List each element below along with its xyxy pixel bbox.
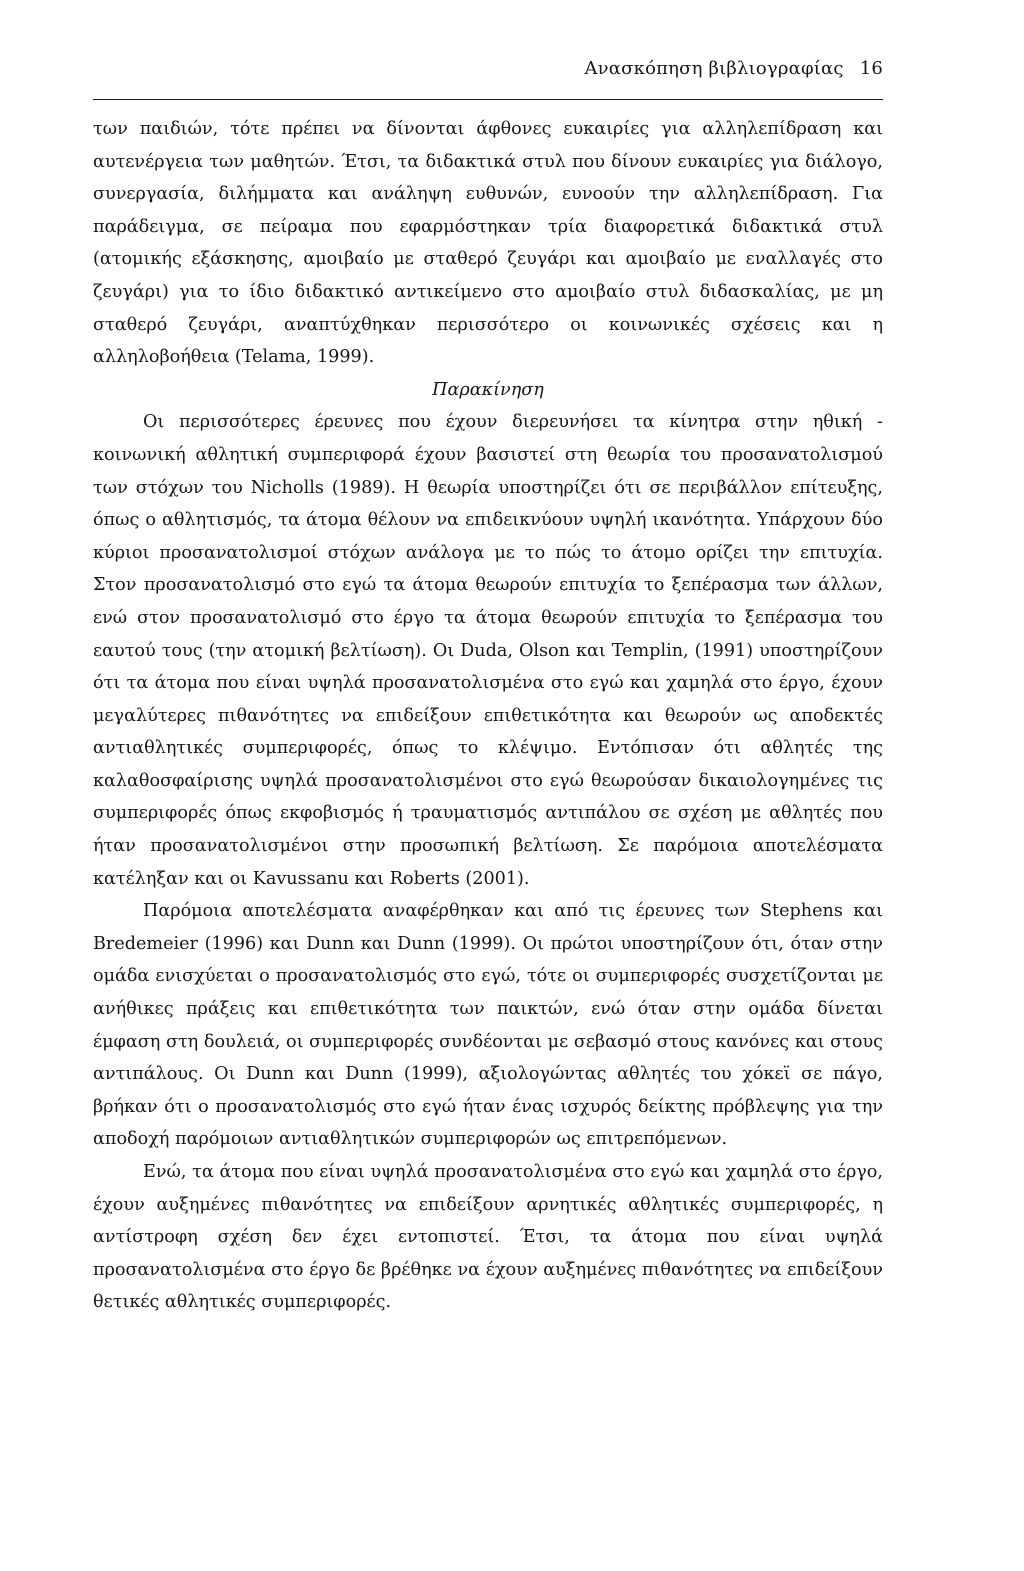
section-title: Παρακίνηση (432, 379, 544, 400)
paragraph-4: Ενώ, τα άτομα που είναι υψηλά προσανατολισμένα στο εγώ και χαμηλά στο έργο, έχουν αυξημένες πιθανότητες να επιδείξουν αρνητικές αθλητικές συμπεριφορές, η αντίστροφη σχέση δεν έχει εντοπιστεί. Έτσι, τα άτομα που είναι υψηλά προσανατολισμένα στο έργο δε βρέθηκε να έχουν αυξημένες πιθανότητες να επιδείξουν θετικές αθλητικές συμπεριφορές. (93, 1162, 883, 1313)
header-rule (93, 99, 883, 100)
paragraph-2: Οι περισσότερες έρευνες που έχουν διερευνήσει τα κίνητρα στην ηθική - κοινωνική αθλητική συμπεριφορά έχουν βασιστεί στη θεωρία του προσανατολισμού των στόχων του Nicholls (1989). Η θεωρία υποστηρίζει ότι σε περιβάλλον επίτευξης, όπως ο αθλητισμός, τα άτομα θέλουν να επιδεικνύουν υψηλή ικανότητα. Υπάρχουν δύο κύριοι προσανατολισμοί στόχων ανάλογα με το πώς το άτομο ορίζει την επιτυχία. Στον προσανατολισμό στο εγώ τα άτομα θεωρούν επιτυχία το ξεπέρασμα των άλλων, ενώ στον προσανατολισμό στο έργο τα άτομα θεωρούν επιτυχία το ξεπέρασμα του εαυτού τους (την ατομική βελτίωση). Οι Duda, Olson και Templin, (1991) υποστηρίζουν ότι τα άτομα που είναι υψηλά προσανατολισμένα στο εγώ και χαμηλά στο έργο, έχουν μεγαλύτερες πιθανότητες να επιδείξουν επιθετικότητα και θεωρούν ως αποδεκτές αντιαθλητικές συμπεριφορές, όπως το κλέψιμο. Εντόπισαν ότι αθλητές της καλαθοσφαίρισης υψηλά προσανατολισμένοι στο εγώ θεωρούσαν δικαιολογημένες τις συμπεριφορές όπως εκφοβισμός ή τραυματισμός αντιπάλου σε σχέση με αθλητές που ήταν προσανατολισμένοι στην προσωπική βελτίωση. Σε παρόμοια αποτελέσματα κατέληξαν και οι Kavussanu και Roberts (2001). (93, 412, 883, 889)
page-number: 16 (859, 58, 883, 79)
header-title: Ανασκόπηση βιβλιογραφίας (584, 58, 844, 79)
running-header (93, 58, 883, 88)
body-text (93, 113, 883, 1319)
paragraph-3: Παρόμοια αποτελέσματα αναφέρθηκαν και από τις έρευνες των Stephens και Bredemeier (1996) και Dunn και Dunn (1999). Οι πρώτοι υποστηρίζουν ότι, όταν στην ομάδα ενισχύεται ο προσανατολισμός στο εγώ, τότε οι συμπεριφορές συσχετίζονται με ανήθικες πράξεις και επιθετικότητα των παικτών, ενώ όταν στην ομάδα δίνεται έμφαση στη δουλειά, οι συμπεριφορές συνδέονται με σεβασμό στους κανόνες και στους αντιπάλους. Οι Dunn και Dunn (1999), αξιολογώντας αθλητές του χόκεϊ σε πάγο, βρήκαν ότι ο προσανατολισμός στο εγώ ήταν ένας ισχυρός δείκτης πρόβλεψης για την αποδοχή παρόμοιων αντιαθλητικών συμπεριφορών ως επιτρεπόμενων. (93, 901, 883, 1150)
paragraph-1: των παιδιών, τότε πρέπει να δίνονται άφθονες ευκαιρίες για αλληλεπίδραση και αυτενέργεια των μαθητών. Έτσι, τα διδακτικά στυλ που δίνουν ευκαιρίες για διάλογο, συνεργασία, διλήμματα και ανάληψη ευθυνών, ευνοούν την αλληλεπίδραση. Για παράδειγμα, σε πείραμα που εφαρμόστηκαν τρία διαφορετικά διδακτικά στυλ (ατομικής εξάσκησης, αμοιβαίο με σταθερό ζευγάρι και αμοιβαίο με εναλλαγές στο ζευγάρι) για το ίδιο διδακτικό αντικείμενο στο αμοιβαίο στυλ διδασκαλίας, με μη σταθερό ζευγάρι, αναπτύχθηκαν περισσότερο οι κοινωνικές σχέσεις και η αλληλοβοήθεια (Telama, 1999). (93, 119, 883, 368)
